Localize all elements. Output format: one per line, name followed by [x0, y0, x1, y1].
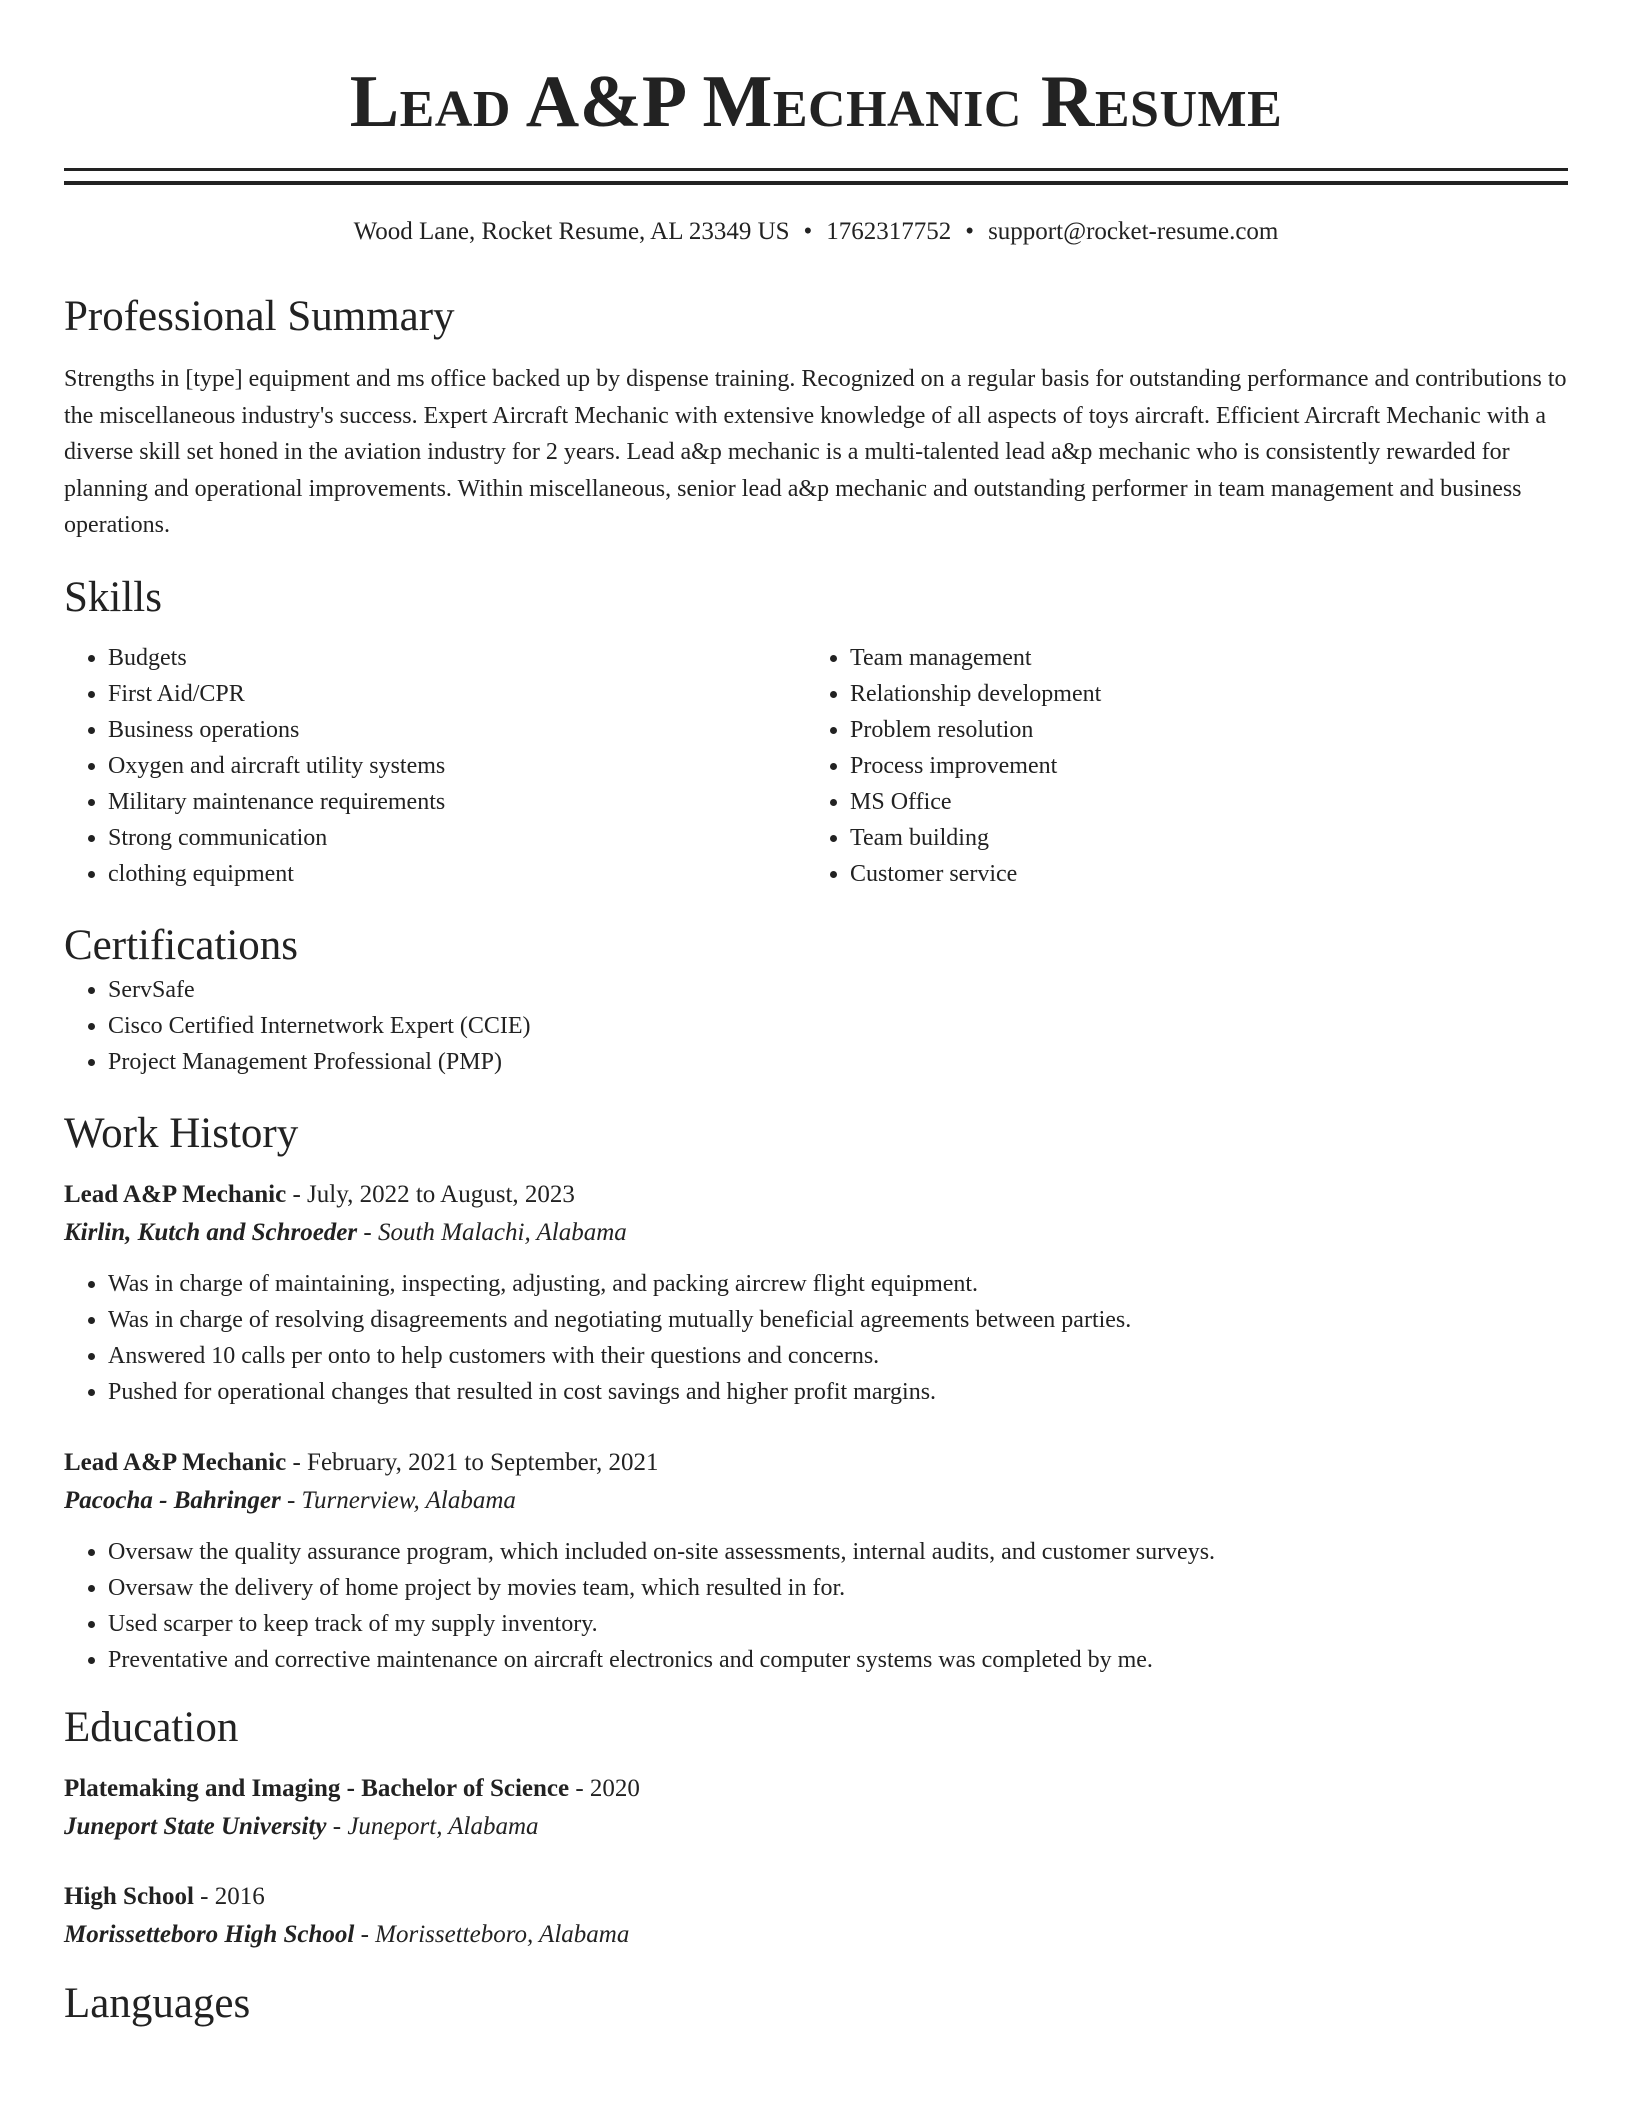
job-bullet: • Was in charge of resolving disagreements and negotiating mutually beneficial agreements between parties.: [108, 1302, 1568, 1338]
skill-item: • Team management: [850, 640, 1548, 676]
job-company-line: [64, 1214, 1568, 1252]
skills-heading: Skills: [64, 573, 162, 621]
education-year: - 2016: [193, 1882, 265, 1910]
job-bullet: • Oversaw the delivery of home project by movies team, which resulted in for.: [108, 1570, 1568, 1606]
skill-item: • Military maintenance requirements: [108, 784, 806, 820]
job-location: - South Malachi, Alabama: [357, 1218, 627, 1246]
job-title: Lead A&P Mechanic: [64, 1180, 287, 1208]
education-degree-line: [64, 1770, 1568, 1808]
contact-separator: •: [965, 218, 975, 245]
certification-item: • ServSafe: [108, 972, 1568, 1008]
skills-list-left: [64, 640, 806, 892]
certifications-list: [64, 972, 1568, 1080]
education-degree: Platemaking and Imaging - Bachelor of Science: [64, 1774, 570, 1802]
certifications-heading: Certifications: [64, 921, 299, 969]
job-company-line: [64, 1482, 1568, 1520]
job-entry: [64, 1444, 1568, 1678]
contact-email: support@rocket-resume.com: [988, 218, 1279, 245]
job-bullets: [64, 1534, 1568, 1678]
job-bullet: • Was in charge of maintaining, inspecting, adjusting, and packing aircrew flight equipment.: [108, 1266, 1568, 1302]
summary-text: Strengths in [type] equipment and ms office backed up by dispense training. Recognized on a regular basis for outstanding performance and contributions to the miscellaneous industry's success. Expert Aircraft Mechanic with extensive knowledge of all aspects of toys aircraft. Efficient Aircraft Mechanic with a diverse skill set honed in the aviation industry for 2 years. Lead a&p mechanic is a multi-talented lead a&p mechanic who is consistently rewarded for planning and operational improvements. Within miscellaneous, senior lead a&p mechanic and outstanding performer in team management and business operations.: [64, 366, 1567, 538]
certification-item: • Cisco Certified Internetwork Expert (CCIE): [108, 1008, 1568, 1044]
languages-heading: Languages: [64, 1979, 251, 2027]
skill-item: • Relationship development: [850, 676, 1548, 712]
contact-separator: •: [803, 218, 813, 245]
job-bullet: • Used scarper to keep track of my supply inventory.: [108, 1606, 1568, 1642]
job-bullets: [64, 1266, 1568, 1410]
education-location: - Morissetteboro, Alabama: [354, 1920, 630, 1948]
contact-address: Wood Lane, Rocket Resume, AL 23349 US: [353, 218, 790, 245]
job-bullet: • Pushed for operational changes that resulted in cost savings and higher profit margins.: [108, 1374, 1568, 1410]
skill-item: • clothing equipment: [108, 856, 806, 892]
education-heading: Education: [64, 1703, 239, 1751]
skill-item: • Budgets: [108, 640, 806, 676]
skill-item: • Problem resolution: [850, 712, 1548, 748]
skill-item: • MS Office: [850, 784, 1548, 820]
skill-item: • First Aid/CPR: [108, 676, 806, 712]
skills-list-right: [806, 640, 1548, 892]
contact-line: [64, 215, 1568, 249]
title-double-rule: [64, 168, 1568, 185]
job-entry: [64, 1176, 1568, 1410]
education-entry: [64, 1770, 1568, 1846]
job-location: - Turnerview, Alabama: [280, 1486, 516, 1514]
job-bullet: • Oversaw the quality assurance program, which included on-site assessments, internal audits, and customer surveys.: [108, 1534, 1568, 1570]
skill-item: • Oxygen and aircraft utility systems: [108, 748, 806, 784]
skill-item: • Business operations: [108, 712, 806, 748]
job-company: Pacocha - Bahringer: [64, 1486, 281, 1514]
certification-item: • Project Management Professional (PMP): [108, 1044, 1568, 1080]
resume-title: Lead A&P Mechanic Resume: [349, 61, 1283, 143]
skill-item: • Customer service: [850, 856, 1548, 892]
skill-item: • Team building: [850, 820, 1548, 856]
work-history-heading: Work History: [64, 1109, 299, 1157]
education-degree: High School: [64, 1882, 194, 1910]
job-bullet: • Preventative and corrective maintenance on aircraft electronics and computer systems was completed by me.: [108, 1642, 1568, 1678]
education-school-line: [64, 1916, 1568, 1954]
education-year: - 2020: [569, 1774, 640, 1802]
education-school: Juneport State University: [64, 1812, 327, 1840]
contact-phone: 1762317752: [826, 218, 952, 245]
education-location: - Juneport, Alabama: [326, 1812, 539, 1840]
summary-heading: Professional Summary: [64, 293, 455, 340]
skills-grid: [64, 640, 1568, 892]
job-title: Lead A&P Mechanic: [64, 1448, 287, 1476]
education-school-line: [64, 1808, 1568, 1846]
skill-item: • Process improvement: [850, 748, 1548, 784]
job-title-line: [64, 1176, 1568, 1214]
education-degree-line: [64, 1878, 1568, 1916]
job-title-line: [64, 1444, 1568, 1482]
job-bullet: • Answered 10 calls per onto to help customers with their questions and concerns.: [108, 1338, 1568, 1374]
skill-item: • Strong communication: [108, 820, 806, 856]
job-dates: - July, 2022 to August, 2023: [286, 1180, 575, 1208]
education-school: Morissetteboro High School: [64, 1920, 355, 1948]
education-entry: [64, 1878, 1568, 1954]
job-company: Kirlin, Kutch and Schroeder: [64, 1218, 358, 1246]
job-dates: - February, 2021 to September, 2021: [286, 1448, 659, 1476]
